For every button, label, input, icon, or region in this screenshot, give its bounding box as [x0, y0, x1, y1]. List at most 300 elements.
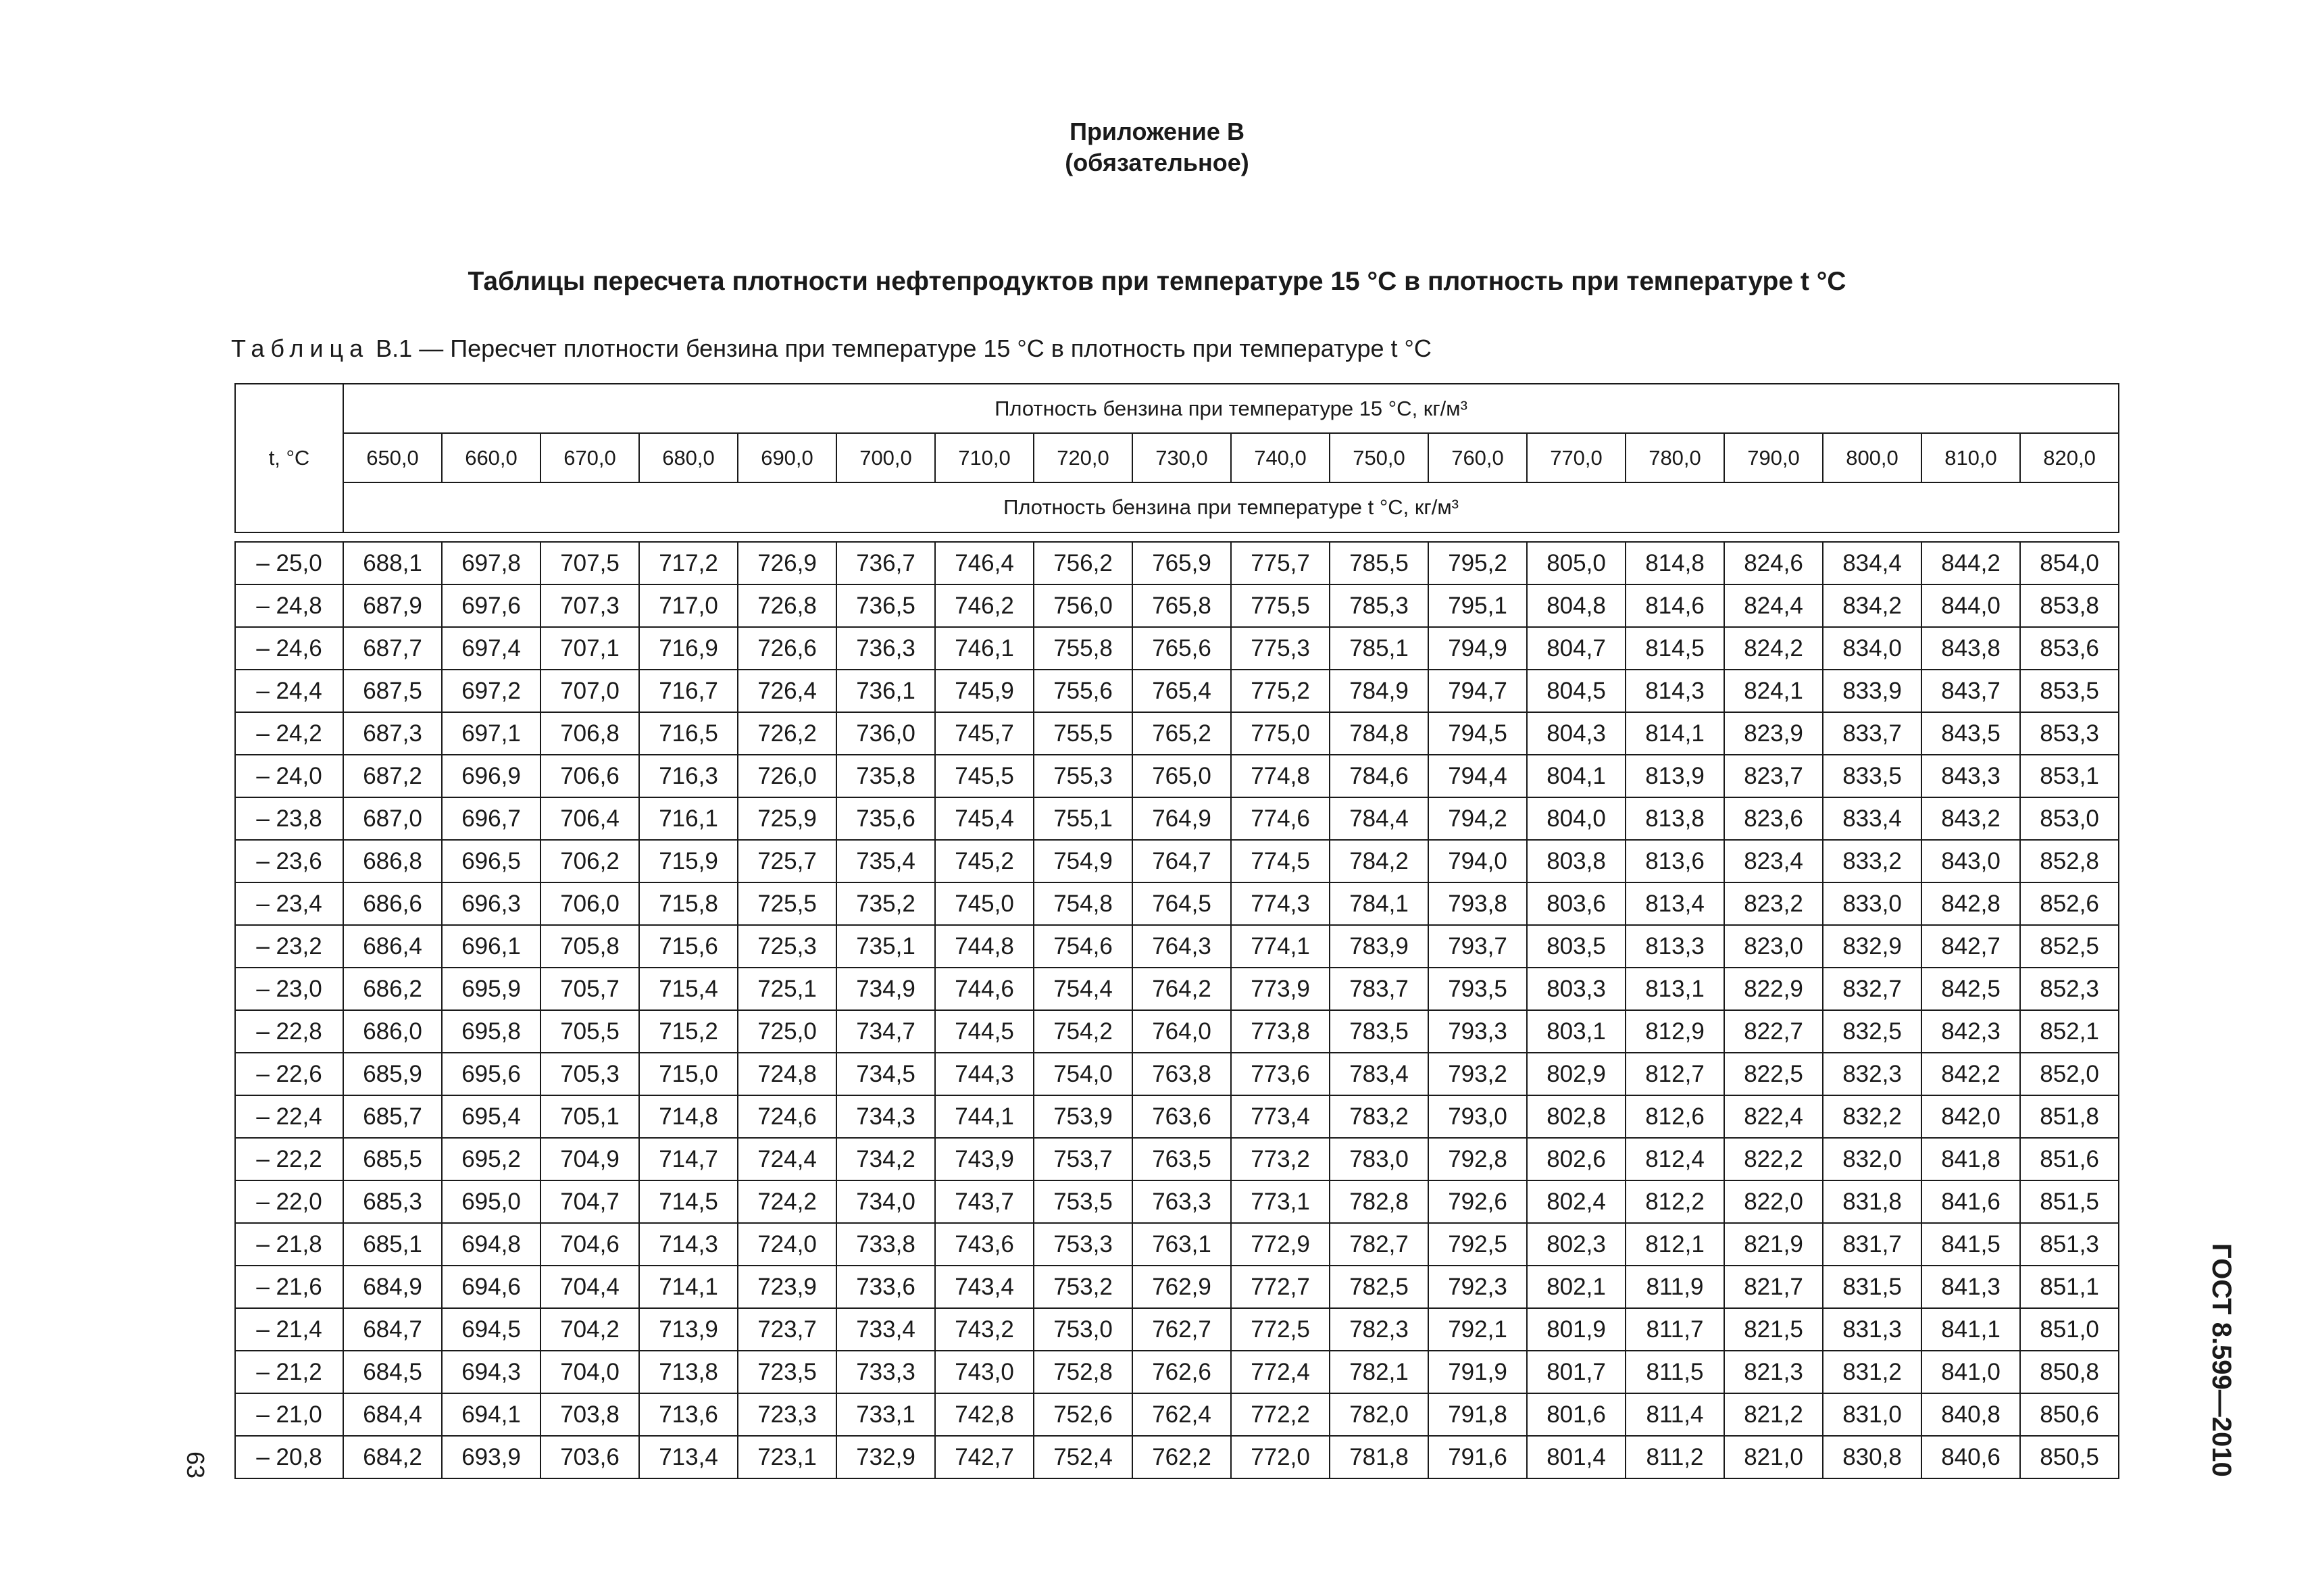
density-cell: 763,8	[1132, 1053, 1231, 1095]
density-cell: 785,3	[1330, 584, 1428, 627]
density-cell: 853,3	[2020, 712, 2119, 755]
density-cell: 802,8	[1527, 1095, 1626, 1138]
density-cell: 803,8	[1527, 840, 1626, 882]
density-cell: 744,8	[935, 925, 1034, 968]
density-cell: 744,3	[935, 1053, 1034, 1095]
density-cell: 851,5	[2020, 1180, 2119, 1223]
density-cell: 813,6	[1626, 840, 1724, 882]
density-cell: 697,4	[442, 627, 540, 670]
density-cell: 765,6	[1132, 627, 1231, 670]
density-cell: 715,4	[639, 968, 738, 1010]
density-cell: 717,0	[639, 584, 738, 627]
density-cell: 733,1	[836, 1393, 935, 1436]
density-cell: 753,3	[1034, 1223, 1132, 1266]
density-cell: 694,5	[442, 1308, 540, 1351]
density-cell: 734,7	[836, 1010, 935, 1053]
temperature-cell: – 25,0	[235, 542, 343, 584]
temperature-cell: – 24,6	[235, 627, 343, 670]
density-cell: 713,4	[639, 1436, 738, 1478]
density-cell: 791,9	[1428, 1351, 1527, 1393]
density-cell: 704,6	[540, 1223, 639, 1266]
density-cell: 774,5	[1231, 840, 1330, 882]
density-cell: 743,6	[935, 1223, 1034, 1266]
density-cell: 813,3	[1626, 925, 1724, 968]
density-cell: 694,3	[442, 1351, 540, 1393]
density-cell: 783,0	[1330, 1138, 1428, 1180]
density-cell: 824,4	[1724, 584, 1823, 627]
density-cell: 805,0	[1527, 542, 1626, 584]
temperature-cell: – 21,0	[235, 1393, 343, 1436]
density-cell: 745,0	[935, 882, 1034, 925]
density-cell: 793,2	[1428, 1053, 1527, 1095]
density-cell: 782,3	[1330, 1308, 1428, 1351]
density-cell: 830,8	[1823, 1436, 1921, 1478]
density-cell: 804,3	[1527, 712, 1626, 755]
density-column-header: 750,0	[1330, 433, 1428, 482]
density-cell: 821,9	[1724, 1223, 1823, 1266]
density-cell: 852,6	[2020, 882, 2119, 925]
density-cell: 793,5	[1428, 968, 1527, 1010]
density-cell: 821,3	[1724, 1351, 1823, 1393]
density-cell: 782,5	[1330, 1266, 1428, 1308]
density-cell: 785,5	[1330, 542, 1428, 584]
density-cell: 801,4	[1527, 1436, 1626, 1478]
density-cell: 822,2	[1724, 1138, 1823, 1180]
density-cell: 697,2	[442, 670, 540, 712]
density-cell: 841,0	[1921, 1351, 2020, 1393]
table-row	[235, 1138, 2119, 1180]
density-cell: 783,2	[1330, 1095, 1428, 1138]
density-column-header: 650,0	[343, 433, 442, 482]
density-cell: 842,7	[1921, 925, 2020, 968]
density-cell: 802,9	[1527, 1053, 1626, 1095]
density-cell: 724,0	[738, 1223, 836, 1266]
density-cell: 811,2	[1626, 1436, 1724, 1478]
main-title: Таблицы пересчета плотности нефтепродуктов при температуре 15 °С в плотность при температуре t °С	[468, 267, 1846, 296]
density-cell: 775,3	[1231, 627, 1330, 670]
density-cell: 851,0	[2020, 1308, 2119, 1351]
density-cell: 794,0	[1428, 840, 1527, 882]
density-cell: 794,4	[1428, 755, 1527, 797]
density-cell: 801,7	[1527, 1351, 1626, 1393]
density-cell: 823,7	[1724, 755, 1823, 797]
density-cell: 775,0	[1231, 712, 1330, 755]
density-cell: 697,1	[442, 712, 540, 755]
temperature-cell: – 22,2	[235, 1138, 343, 1180]
temperature-cell: – 20,8	[235, 1436, 343, 1478]
density-cell: 821,0	[1724, 1436, 1823, 1478]
density-cell: 803,3	[1527, 968, 1626, 1010]
density-cell: 724,4	[738, 1138, 836, 1180]
density-cell: 685,5	[343, 1138, 442, 1180]
table-row	[235, 840, 2119, 882]
density-cell: 687,0	[343, 797, 442, 840]
temperature-cell: – 24,0	[235, 755, 343, 797]
density-cell: 812,9	[1626, 1010, 1724, 1053]
density-cell: 811,9	[1626, 1266, 1724, 1308]
density-cell: 734,9	[836, 968, 935, 1010]
density-cell: 843,7	[1921, 670, 2020, 712]
density-cell: 833,9	[1823, 670, 1921, 712]
density-cell: 831,3	[1823, 1308, 1921, 1351]
density-cell: 814,1	[1626, 712, 1724, 755]
table-row	[235, 968, 2119, 1010]
table-row	[235, 882, 2119, 925]
density-cell: 763,3	[1132, 1180, 1231, 1223]
density-cell: 795,2	[1428, 542, 1527, 584]
temperature-cell: – 21,2	[235, 1351, 343, 1393]
density-cell: 723,5	[738, 1351, 836, 1393]
density-cell: 773,2	[1231, 1138, 1330, 1180]
density-cell: 745,7	[935, 712, 1034, 755]
density-cell: 695,4	[442, 1095, 540, 1138]
density-cell: 715,0	[639, 1053, 738, 1095]
density-cell: 715,2	[639, 1010, 738, 1053]
density-cell: 746,4	[935, 542, 1034, 584]
density-cell: 753,9	[1034, 1095, 1132, 1138]
density-cell: 852,5	[2020, 925, 2119, 968]
density-cell: 792,6	[1428, 1180, 1527, 1223]
density-cell: 735,1	[836, 925, 935, 968]
density-cell: 813,9	[1626, 755, 1724, 797]
density-cell: 823,2	[1724, 882, 1823, 925]
density-cell: 764,9	[1132, 797, 1231, 840]
density-cell: 734,0	[836, 1180, 935, 1223]
table-row	[235, 542, 2119, 584]
table-row	[235, 1010, 2119, 1053]
density-cell: 754,4	[1034, 968, 1132, 1010]
density-cell: 832,5	[1823, 1010, 1921, 1053]
density-cell: 853,5	[2020, 670, 2119, 712]
density-cell: 717,2	[639, 542, 738, 584]
density-cell: 762,9	[1132, 1266, 1231, 1308]
density-cell: 707,3	[540, 584, 639, 627]
density-cell: 735,8	[836, 755, 935, 797]
density-cell: 713,6	[639, 1393, 738, 1436]
density-cell: 726,9	[738, 542, 836, 584]
density-cell: 804,0	[1527, 797, 1626, 840]
density-cell: 822,9	[1724, 968, 1823, 1010]
density-cell: 723,9	[738, 1266, 836, 1308]
temperature-cell: – 21,6	[235, 1266, 343, 1308]
density-cell: 841,8	[1921, 1138, 2020, 1180]
temperature-cell: – 24,2	[235, 712, 343, 755]
density-cell: 811,7	[1626, 1308, 1724, 1351]
density-cell: 697,6	[442, 584, 540, 627]
density-column-header: 820,0	[2020, 433, 2119, 482]
density-cell: 695,0	[442, 1180, 540, 1223]
density-cell: 744,6	[935, 968, 1034, 1010]
density-cell: 772,4	[1231, 1351, 1330, 1393]
density-cell: 832,7	[1823, 968, 1921, 1010]
table-row	[235, 1393, 2119, 1436]
density-cell: 784,6	[1330, 755, 1428, 797]
temperature-cell: – 21,8	[235, 1223, 343, 1266]
density-cell: 762,4	[1132, 1393, 1231, 1436]
density-column-header: 670,0	[540, 433, 639, 482]
density-cell: 831,2	[1823, 1351, 1921, 1393]
density-cell: 775,7	[1231, 542, 1330, 584]
density-cell: 736,7	[836, 542, 935, 584]
density-cell: 733,3	[836, 1351, 935, 1393]
density-cell: 696,7	[442, 797, 540, 840]
density-cell: 743,4	[935, 1266, 1034, 1308]
density-cell: 772,7	[1231, 1266, 1330, 1308]
density-cell: 755,3	[1034, 755, 1132, 797]
table-caption	[231, 334, 1432, 363]
appendix-note: (обязательное)	[1065, 149, 1249, 176]
table-row	[235, 1053, 2119, 1095]
density-cell: 804,8	[1527, 584, 1626, 627]
density-cell: 842,0	[1921, 1095, 2020, 1138]
density-cell: 773,6	[1231, 1053, 1330, 1095]
density-cell: 772,2	[1231, 1393, 1330, 1436]
density-cell: 705,3	[540, 1053, 639, 1095]
density-cell: 713,9	[639, 1308, 738, 1351]
density-cell: 793,3	[1428, 1010, 1527, 1053]
standard-code: ГОСТ 8.599—2010	[2207, 1243, 2236, 1477]
table-row	[235, 797, 2119, 840]
density-cell: 834,4	[1823, 542, 1921, 584]
density-cell: 844,0	[1921, 584, 2020, 627]
density-cell: 735,2	[836, 882, 935, 925]
density-cell: 814,3	[1626, 670, 1724, 712]
density-cell: 696,1	[442, 925, 540, 968]
density-cell: 811,5	[1626, 1351, 1724, 1393]
temperature-cell: – 23,2	[235, 925, 343, 968]
density-cell: 723,7	[738, 1308, 836, 1351]
density-cell: 744,5	[935, 1010, 1034, 1053]
density-cell: 743,2	[935, 1308, 1034, 1351]
density-cell: 696,9	[442, 755, 540, 797]
density-cell: 764,2	[1132, 968, 1231, 1010]
density-cell: 793,8	[1428, 882, 1527, 925]
density-cell: 746,2	[935, 584, 1034, 627]
caption-label: Таблица	[231, 334, 370, 362]
density-cell: 812,6	[1626, 1095, 1724, 1138]
temperature-cell: – 23,0	[235, 968, 343, 1010]
table-row	[235, 670, 2119, 712]
density-cell: 812,4	[1626, 1138, 1724, 1180]
density-cell: 842,3	[1921, 1010, 2020, 1053]
density-cell: 716,5	[639, 712, 738, 755]
density-cell: 687,7	[343, 627, 442, 670]
density-cell: 774,1	[1231, 925, 1330, 968]
density-cell: 726,0	[738, 755, 836, 797]
density-cell: 773,1	[1231, 1180, 1330, 1223]
density-cell: 736,1	[836, 670, 935, 712]
density-cell: 716,1	[639, 797, 738, 840]
density-cell: 822,0	[1724, 1180, 1823, 1223]
density-cell: 753,5	[1034, 1180, 1132, 1223]
density-cell: 843,5	[1921, 712, 2020, 755]
density-cell: 764,7	[1132, 840, 1231, 882]
density-cell: 745,2	[935, 840, 1034, 882]
density-cell: 842,5	[1921, 968, 2020, 1010]
density-cell: 695,2	[442, 1138, 540, 1180]
density-cell: 725,0	[738, 1010, 836, 1053]
density-cell: 764,5	[1132, 882, 1231, 925]
density-cell: 754,2	[1034, 1010, 1132, 1053]
density-cell: 736,0	[836, 712, 935, 755]
density-cell: 755,8	[1034, 627, 1132, 670]
density-cell: 763,5	[1132, 1138, 1231, 1180]
caption-text: В.1 — Пересчет плотности бензина при температуре 15 °С в плотность при температуре t °С	[376, 334, 1432, 362]
density-cell: 752,4	[1034, 1436, 1132, 1478]
density-cell: 793,7	[1428, 925, 1527, 968]
density-cell: 784,8	[1330, 712, 1428, 755]
density-cell: 792,3	[1428, 1266, 1527, 1308]
density-column-header: 760,0	[1428, 433, 1527, 482]
density-cell: 843,2	[1921, 797, 2020, 840]
density-cell: 725,5	[738, 882, 836, 925]
density-cell: 685,9	[343, 1053, 442, 1095]
density-cell: 706,6	[540, 755, 639, 797]
density-column-header: 790,0	[1724, 433, 1823, 482]
temperature-cell: – 24,4	[235, 670, 343, 712]
density-cell: 821,7	[1724, 1266, 1823, 1308]
density-cell: 695,8	[442, 1010, 540, 1053]
density-cell: 811,4	[1626, 1393, 1724, 1436]
density-cell: 783,7	[1330, 968, 1428, 1010]
density-column-header: 710,0	[935, 433, 1034, 482]
density-cell: 742,7	[935, 1436, 1034, 1478]
density-cell: 704,7	[540, 1180, 639, 1223]
density-cell: 688,1	[343, 542, 442, 584]
density-cell: 723,1	[738, 1436, 836, 1478]
table-row	[235, 925, 2119, 968]
density-cell: 792,5	[1428, 1223, 1527, 1266]
density-cell: 791,6	[1428, 1436, 1527, 1478]
density-cell: 774,6	[1231, 797, 1330, 840]
density-cell: 704,2	[540, 1308, 639, 1351]
density-cell: 686,4	[343, 925, 442, 968]
density-cell: 832,2	[1823, 1095, 1921, 1138]
density-cell: 725,3	[738, 925, 836, 968]
density-cell: 687,3	[343, 712, 442, 755]
density-cell: 703,8	[540, 1393, 639, 1436]
density-cell: 792,1	[1428, 1308, 1527, 1351]
density-cell: 832,9	[1823, 925, 1921, 968]
density-cell: 754,8	[1034, 882, 1132, 925]
density-cell: 686,0	[343, 1010, 442, 1053]
density-cell: 697,8	[442, 542, 540, 584]
appendix-title: Приложение В	[1070, 118, 1244, 145]
density-cell: 694,8	[442, 1223, 540, 1266]
density-cell: 732,9	[836, 1436, 935, 1478]
temperature-cell: – 24,8	[235, 584, 343, 627]
density-cell: 696,5	[442, 840, 540, 882]
density-cell: 782,7	[1330, 1223, 1428, 1266]
density-cell: 833,4	[1823, 797, 1921, 840]
temperature-header: t, °С	[235, 384, 343, 532]
density-cell: 694,1	[442, 1393, 540, 1436]
density-cell: 772,0	[1231, 1436, 1330, 1478]
density-cell: 794,7	[1428, 670, 1527, 712]
density-cell: 754,9	[1034, 840, 1132, 882]
density-cell: 834,2	[1823, 584, 1921, 627]
density-cell: 714,1	[639, 1266, 738, 1308]
density-cell: 785,1	[1330, 627, 1428, 670]
density-cell: 707,0	[540, 670, 639, 712]
density-cell: 754,0	[1034, 1053, 1132, 1095]
density-cell: 745,9	[935, 670, 1034, 712]
density-cell: 745,4	[935, 797, 1034, 840]
density-cell: 686,2	[343, 968, 442, 1010]
density-cell: 715,6	[639, 925, 738, 968]
density-column-header: 680,0	[639, 433, 738, 482]
density-cell: 813,4	[1626, 882, 1724, 925]
density-cell: 755,1	[1034, 797, 1132, 840]
density-cell: 831,7	[1823, 1223, 1921, 1266]
density-cell: 707,5	[540, 542, 639, 584]
density-cell: 714,8	[639, 1095, 738, 1138]
density-cell: 726,4	[738, 670, 836, 712]
density-cell: 714,3	[639, 1223, 738, 1266]
density-cell: 773,9	[1231, 968, 1330, 1010]
header-separator	[235, 532, 2119, 542]
density-cell: 695,6	[442, 1053, 540, 1095]
density-cell: 715,9	[639, 840, 738, 882]
table-row	[235, 1351, 2119, 1393]
temperature-cell: – 23,8	[235, 797, 343, 840]
table-row	[235, 1308, 2119, 1351]
density-cell: 706,0	[540, 882, 639, 925]
density-cell: 726,6	[738, 627, 836, 670]
density-cell: 725,1	[738, 968, 836, 1010]
density-cell: 775,2	[1231, 670, 1330, 712]
density-cell: 743,0	[935, 1351, 1034, 1393]
density-cell: 773,8	[1231, 1010, 1330, 1053]
density-cell: 802,1	[1527, 1266, 1626, 1308]
density-cell: 726,2	[738, 712, 836, 755]
density-cell: 824,6	[1724, 542, 1823, 584]
density-cell: 851,6	[2020, 1138, 2119, 1180]
density-cell: 716,7	[639, 670, 738, 712]
density-cell: 814,6	[1626, 584, 1724, 627]
density-cell: 782,0	[1330, 1393, 1428, 1436]
density-cell: 791,8	[1428, 1393, 1527, 1436]
density-cell: 684,9	[343, 1266, 442, 1308]
density-cell: 782,1	[1330, 1351, 1428, 1393]
appendix-heading	[0, 116, 2314, 178]
density-cell: 686,8	[343, 840, 442, 882]
density-cell: 803,1	[1527, 1010, 1626, 1053]
density-cell: 773,4	[1231, 1095, 1330, 1138]
density-cell: 765,9	[1132, 542, 1231, 584]
density-cell: 823,0	[1724, 925, 1823, 968]
table-row	[235, 1223, 2119, 1266]
density-cell: 772,9	[1231, 1223, 1330, 1266]
density-cell: 834,0	[1823, 627, 1921, 670]
density-cell: 764,0	[1132, 1010, 1231, 1053]
density-cell: 685,7	[343, 1095, 442, 1138]
density-cell: 764,3	[1132, 925, 1231, 968]
density-column-header: 740,0	[1231, 433, 1330, 482]
density-cell: 774,8	[1231, 755, 1330, 797]
density-cell: 804,5	[1527, 670, 1626, 712]
density-cell: 812,2	[1626, 1180, 1724, 1223]
density-cell: 687,2	[343, 755, 442, 797]
density-column-header: 810,0	[1921, 433, 2020, 482]
table-row	[235, 712, 2119, 755]
temperature-cell: – 21,4	[235, 1308, 343, 1351]
density-cell: 714,7	[639, 1138, 738, 1180]
density-cell: 775,5	[1231, 584, 1330, 627]
density-cell: 684,4	[343, 1393, 442, 1436]
density-cell: 792,8	[1428, 1138, 1527, 1180]
density-cell: 725,7	[738, 840, 836, 882]
